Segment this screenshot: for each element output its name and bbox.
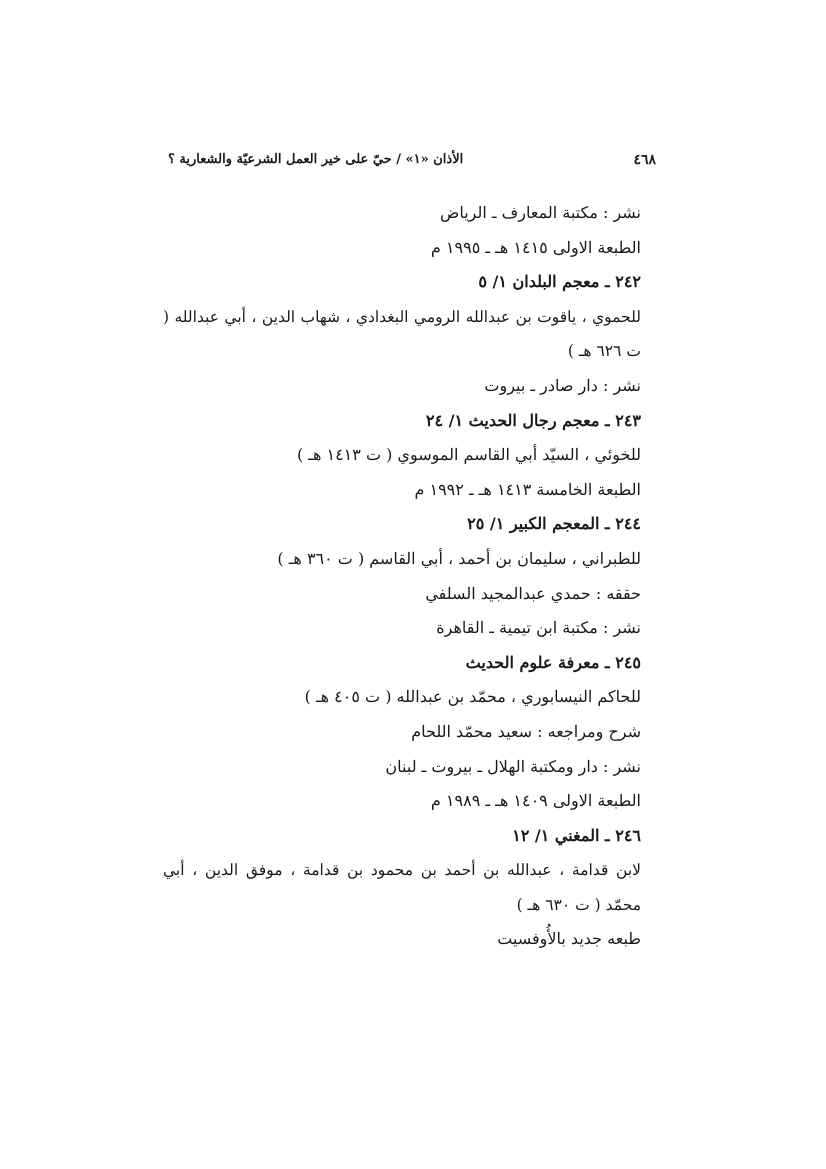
edition-line: الطبعة الخامسة ١٤١٣ هـ ـ ١٩٩٢ م	[414, 479, 641, 499]
publisher-line: نشر : مكتبة المعارف ـ الرياض	[440, 203, 641, 222]
entry-heading: ٢٤٤ ـ المعجم الكبير ١/ ٢٥	[467, 514, 641, 534]
author-line: للحموي ، ياقوت بن عبدالله الرومي البغدادي ، شهاب الدين ، أبي عبدالله ( ت ٦٢٦ هـ )	[163, 307, 641, 361]
entry-heading: ٢٤٢ ـ معجم البلدان ١/ ٥	[478, 272, 641, 292]
publisher-line: نشر : دار ومكتبة الهلال ـ بيروت ـ لبنان	[385, 756, 641, 776]
entry-heading: ٢٤٥ ـ معرفة علوم الحديث	[465, 652, 641, 672]
entry-heading: ٢٤٦ ـ المغني ١/ ١٢	[512, 825, 641, 845]
author-line: للحاكم النيسابوري ، محمّد بن عبدالله ( ت ٤٠٥ هـ )	[304, 687, 641, 707]
page-number: ٤٦٨	[633, 152, 656, 168]
edition-line: الطبعة الاولى ١٤١٥ هـ ـ ١٩٩٥ م	[430, 237, 641, 257]
entry-heading: ٢٤٣ ـ معجم رجال الحديث ١/ ٢٤	[425, 410, 641, 430]
publisher-line: نشر : دار صادر ـ بيروت	[484, 375, 641, 395]
running-header	[168, 152, 656, 174]
bibliography-list	[163, 196, 641, 957]
edition-line: طبعه جديد بالأُوفسيت	[497, 929, 641, 949]
publisher-line: نشر : مكتبة ابن تيمية ـ القاهرة	[436, 618, 641, 638]
editor-line: حققه : حمدي عبدالمجيد السلفي	[425, 583, 641, 603]
author-line: للخوئي ، السيّد أبي القاسم الموسوي ( ت ١٤١٣ هـ )	[296, 445, 641, 465]
editor-line: شرح ومراجعه : سعيد محمّد اللحام	[411, 721, 641, 741]
author-line: لابن قدامة ، عبدالله بن أحمد بن محمود بن قدامة ، موفق الدين ، أبي محمّد ( ت ٦٣٠ هـ )	[163, 861, 641, 914]
edition-line: الطبعة الاولى ١٤٠٩ هـ ـ ١٩٨٩ م	[430, 791, 641, 811]
running-title: الأذان «١» / حيّ على خير العمل الشرعيّة والشعارية ؟	[168, 152, 464, 167]
author-line: للطبراني ، سليمان بن أحمد ، أبي القاسم ( ت ٣٦٠ هـ )	[277, 548, 641, 568]
